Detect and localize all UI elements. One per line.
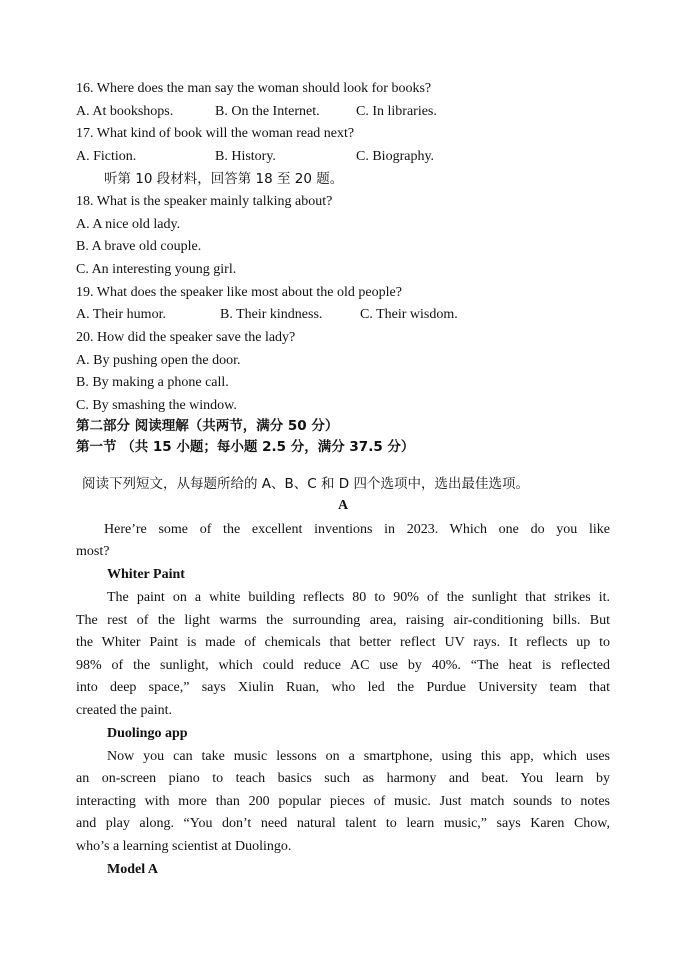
q16-option-a: A. At bookshops. xyxy=(76,104,174,119)
paragraph-line: Now you can take music lessons on a smartphone, using this app, which uses xyxy=(107,749,610,764)
paragraph-line: an on-screen piano to teach basics such as harmony and beat. You learn by xyxy=(76,771,610,786)
passage-label: A xyxy=(338,498,349,513)
q18-option-c: C. An interesting young girl. xyxy=(76,262,237,277)
q18-option-b: B. A brave old couple. xyxy=(76,239,202,254)
q16-option-b: B. On the Internet. xyxy=(215,104,320,119)
question-19-stem: 19. What does the speaker like most about the old people? xyxy=(76,285,402,300)
intro-line: Here’re some of the excellent inventions in 2023. Which one do you like xyxy=(104,522,610,537)
paragraph-line: into deep space,” says Xiulin Ruan, who led the Purdue University team that xyxy=(76,680,610,695)
question-18-stem: 18. What is the speaker mainly talking about? xyxy=(76,194,333,209)
paragraph-line: The rest of the light warms the surrounding area, raising air-conditioning bills. But xyxy=(76,613,610,628)
paragraph-line: the Whiter Paint is made of chemicals that better reflect UV rays. It reflects up to xyxy=(76,635,610,650)
q17-option-b: B. History. xyxy=(215,149,276,164)
paragraph-line: and play along. “You don’t need natural talent to learn music,” says Karen Chow, xyxy=(76,816,610,831)
paragraph-line: The paint on a white building reflects 80 to 90% of the sunlight that strikes it. xyxy=(107,590,610,605)
q20-option-b: B. By making a phone call. xyxy=(76,375,229,390)
reading-instruction: 阅读下列短文，从每题所给的 A、B、C 和 D 四个选项中，选出最佳选项。 xyxy=(82,476,529,492)
paragraph-line: 98% of the sunlight, which could reduce AC use by 40%. “The heat is reflected xyxy=(76,658,610,673)
q20-option-c: C. By smashing the window. xyxy=(76,398,237,413)
q17-option-a: A. Fiction. xyxy=(76,149,137,164)
material-10-instruction: 听第 10 段材料，回答第 18 至 20 题。 xyxy=(104,171,344,187)
part-2-heading: 第二部分 阅读理解（共两节，满分 50 分） xyxy=(76,418,339,434)
q19-option-a: A. Their humor. xyxy=(76,307,166,322)
q17-option-c: C. Biography. xyxy=(356,149,435,164)
q16-option-c: C. In libraries. xyxy=(356,104,437,119)
question-20-stem: 20. How did the speaker save the lady? xyxy=(76,330,296,345)
question-17-stem: 17. What kind of book will the woman read next? xyxy=(76,126,355,141)
paragraph-line: created the paint. xyxy=(76,703,173,718)
paragraph-line: who’s a learning scientist at Duolingo. xyxy=(76,839,292,854)
intro-line: most? xyxy=(76,544,110,559)
q19-option-b: B. Their kindness. xyxy=(220,307,323,322)
q19-option-c: C. Their wisdom. xyxy=(360,307,458,322)
paragraph-line: interacting with more than 200 popular pieces of music. Just match sounds to notes xyxy=(76,794,610,809)
section-title-whiter-paint: Whiter Paint xyxy=(107,567,185,582)
q18-option-a: A. A nice old lady. xyxy=(76,217,181,232)
section-title-duolingo-app: Duolingo app xyxy=(107,726,188,741)
section-title-model-a: Model A xyxy=(107,862,158,877)
section-1-heading: 第一节 （共 15 小题；每小题 2.5 分，满分 37.5 分） xyxy=(76,439,415,455)
question-16-stem: 16. Where does the man say the woman should look for books? xyxy=(76,81,432,96)
q20-option-a: A. By pushing open the door. xyxy=(76,353,241,368)
